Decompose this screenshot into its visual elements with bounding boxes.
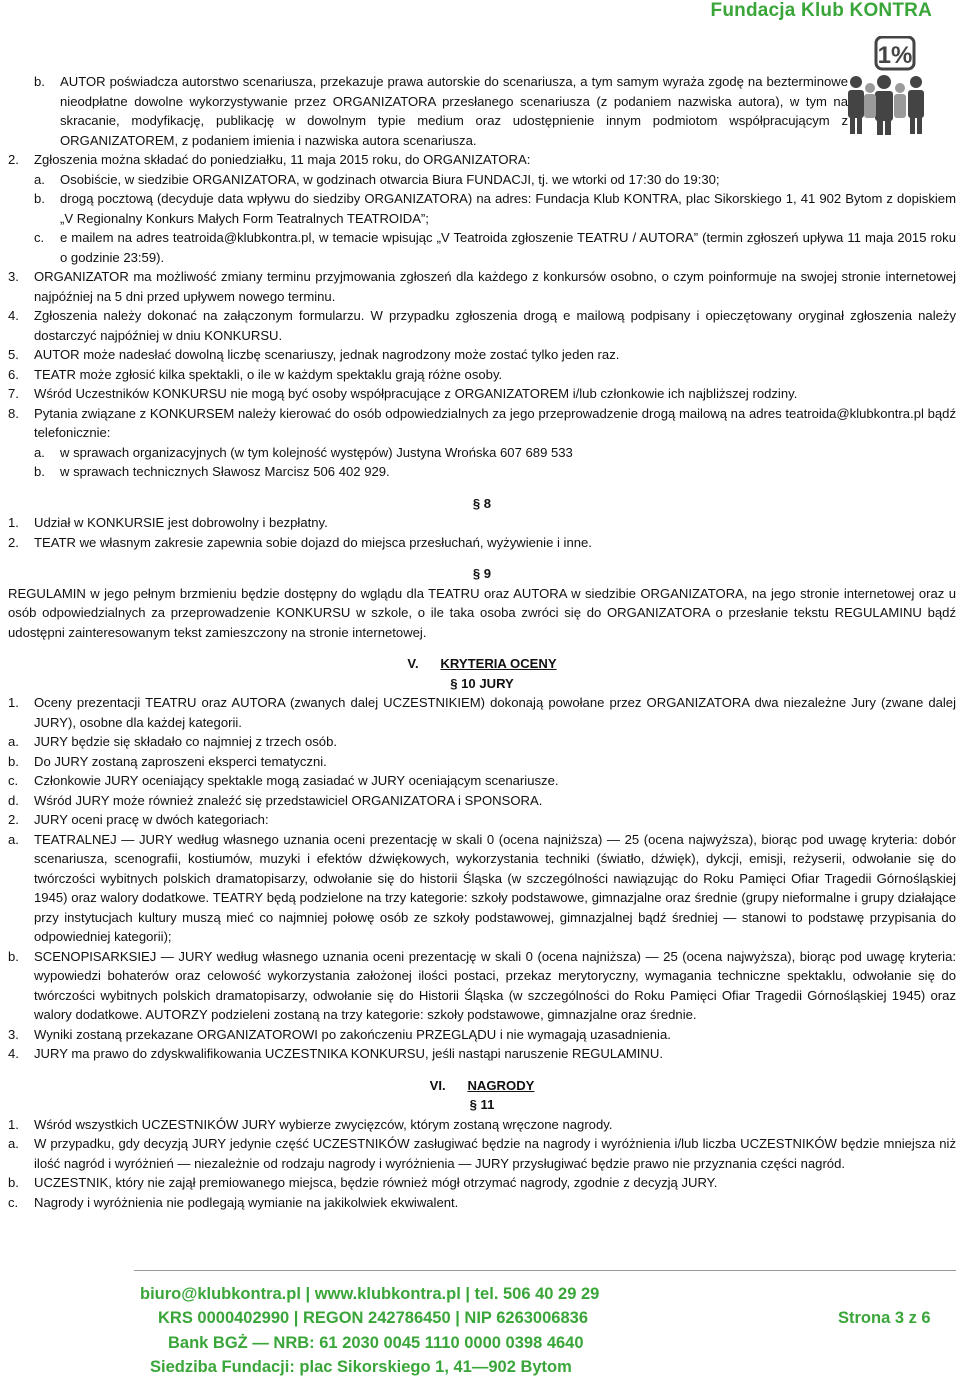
logo-text: 1% — [877, 42, 913, 69]
list-item: 1. Wśród wszystkich UCZESTNIKÓW JURY wybierze zwycięzców, którym zostaną wręczone nagrody. — [8, 1116, 613, 1132]
list-item: b. AUTOR poświadcza autorstwo scenariusza, przekazuje prawa autorskie do scenariusza, a tym samym wyraża zgodę na bezterminowe nieodpłatne dowolne wykorzystywanie przez ORGANIZATORA przesłanego scenariusza (z podaniem nazwiska autora), w tym na skracanie, modyfikację, publikację w dowolnym typie medium oraz udostępnienie innym podmiotom współpracującym z ORGANIZATOREM, z podaniem imienia i nazwiska autora scenariusza. — [34, 74, 848, 148]
list-item: b. UCZESTNIK, który nie zajął premiowanego miejsca, będzie również mógł otrzymać nagrody, zgodnie z decyzją JURY. — [8, 1175, 718, 1190]
list-item: 3. ORGANIZATOR ma możliwość zmiany terminu przyjmowania zgłoszeń dla każdego z konkursów osobno, o czym poinformuje na swojej stronie internetowej najpóźniej na 5 dni przed upływem nowego terminu. — [8, 269, 956, 304]
document-body — [8, 72, 956, 1212]
list-item: 4. Zgłoszenia należy dokonać na załączonym formularzu. W przypadku zgłoszenia drogą e mailową podpisany i opieczętowany oryginał zgłoszenia należy dostarczyć najpóźniej w dniu KONKURSU. — [8, 308, 956, 343]
section-heading-9: § 9 — [472, 566, 492, 581]
list-item: c. Nagrody i wyróżnienia nie podlegają wymianie na jakikolwiek ekwiwalent. — [8, 1194, 459, 1210]
list-item: a. w sprawach organizacyjnych (w tym kolejność występów) Justyna Wrońska 607 689 533 — [34, 444, 573, 460]
list-item: 2. TEATR we własnym zakresie zapewnia sobie dojazd do miejsca przesłuchań, wyżywienie i inne. — [8, 534, 592, 550]
section-heading-11: § 11 — [469, 1097, 495, 1112]
list-item: a. TEATRALNEJ — JURY według własnego uznania oceni prezentację w skali 0 (ocena najniższa) — 25 (ocena najwyższa), biorąc pod uwagę kryteria: dobór scenariusza, scenografii, kostiumów, muzyki i efektów dźwiękowych, wykorzystania techniki (światło, dźwięk), dykcji, emisji, reżyserii, odwołanie się do twórczości wybitnych polskich dramatopisarzy, odwołanie się do historii Śląska (w szczególności nawiązując do Roku Pamięci Ofiar Tragedii Górnośląskiej 1945) oraz walory dodatkowe. TEATRY będą podzielone na trzy kategorie: szkoły podstawowe, gimnazjalne oraz średnie (grupy nieformalne i grupy działające przy instytucjach kultury muszą mieć co najmniej połowę osób ze szkoły podstawowej, gimnazjalnej bądź średniej — stanowi to podstawę przypisania do odpowiedniej kategorii); — [8, 831, 956, 944]
list-item: a. Osobiście, w siedzibie ORGANIZATORA, w godzinach otwarcia Biura FUNDACJI, tj. we wtorki od 17:30 do 19:30; — [34, 171, 720, 187]
list-item: b. SCENOPISARKSIEJ — JURY według własnego uznania oceni prezentację w skali 0 (ocena najniższa) — 25 (ocena najwyższa), biorąc pod uwagę kryteria: wypowiedzi bohaterów oraz celowość wykorzystania założonej ilości postaci, przekaz merytoryczny, wymagania techniczne spektaklu, odwołanie się do twórczości wybitnych polskich dramatopisarzy, odwołanie się do Historii Śląska (w szczególności do Roku Pamięci Ofiar Tragedii Górnośląskiej 1945) oraz walory dodatkowe. AUTORZY podzieleni zostaną na trzy kategorie: szkoły podstawowe, gimnazjalne oraz średnie. — [8, 948, 956, 1022]
list-item: 2. JURY oceni pracę w dwóch kategoriach: — [8, 812, 269, 827]
list-item: 2. Zgłoszenia można składać do poniedziałku, 11 maja 2015 roku, do ORGANIZATORA: — [8, 152, 531, 167]
list-item: c. Członkowie JURY oceniający spektakle mogą zasiadać w JURY oceniającym scenariusze. — [8, 773, 559, 788]
chapter-heading-vi: VI. NAGRODY — [429, 1077, 535, 1093]
list-item: b. w sprawach technicznych Sławosz Marcisz 506 402 929. — [34, 464, 390, 479]
list-item: 5. AUTOR może nadesłać dowolną liczbę scenariuszy, jednak nagrodzony może zostać tylko jeden raz. — [8, 347, 620, 362]
list-item: 8. Pytania związane z KONKURSEM należy kierować do osób odpowiedzialnych za jego przeprowadzenie drogą mailową na adres teatroida@klubkontra.pl bądź telefonicznie: — [8, 405, 956, 440]
list-item: 3. Wyniki zostaną przekazane ORGANIZATOROWI po zakończeniu PRZEGLĄDU i nie wymagają uzasadnienia. — [8, 1026, 671, 1042]
list-item: a. W przypadku, gdy decyzją JURY jedynie część UCZESTNIKÓW zasługiwać będzie na nagrody i wyróżnienia i/lub liczba UCZESTNIKÓW będzie mniejsza niż ilość nagród i wyróżnień — niezależnie od rodzaju nagrody i wyróżnienia — JURY przysługiwać będzie prawo nie przyznania części nagród. — [8, 1136, 956, 1171]
footer-contact: biuro@klubkontra.pl | www.klubkontra.pl | tel. 506 40 29 29 — [140, 1285, 600, 1303]
footer-bank: Bank BGŻ — NRB: 61 2030 0045 1110 0000 0398 4640 — [168, 1334, 584, 1352]
list-item: 1. Udział w KONKURSIE jest dobrowolny i bezpłatny. — [8, 515, 328, 530]
header-org-name: Fundacja Klub KONTRA — [710, 0, 932, 21]
chapter-heading-v: V. KRYTERIA OCENY — [407, 656, 557, 671]
paragraph: REGULAMIN w jego pełnym brzmieniu będzie dostępny do wglądu dla TEATRU oraz AUTORA w siedzibie ORGANIZATORA, na jego stronie internetowej oraz u osób odpowiedzialnych za przeprowadzenie KONKURSU w szkole, o ile taka osoba zwróci się do ORGANIZATORA o przesłanie tekstu REGULAMINU bądź udostępni zainteresowanym tekst zamieszczony na stronie internetowej. — [8, 585, 956, 640]
footer-divider — [134, 1270, 956, 1271]
list-item: 1. Oceny prezentacji TEATRU oraz AUTORA (zwanych dalej UCZESTNIKIEM) dokonają powołane przez ORGANIZATORA dwa niezależne Jury (zwane dalej JURY), osobne dla każdej kategorii. — [8, 695, 956, 730]
list-item: 7. Wśród Uczestników KONKURSU nie mogą być osoby współpracujące z ORGANIZATOREM i/lub członkowie ich najbliższej rodziny. — [8, 386, 798, 401]
footer-address: Siedziba Fundacji: plac Sikorskiego 1, 41—902 Bytom — [150, 1358, 572, 1376]
page-number: Strona 3 z 6 — [838, 1309, 931, 1327]
footer-registry: KRS 0000402990 | REGON 242786450 | NIP 6263006836 Strona 3 z 6 — [158, 1309, 931, 1327]
list-item: a. JURY będzie się składało co najmniej z trzech osób. — [8, 734, 338, 749]
section-heading-10: § 10 JURY — [450, 675, 514, 691]
list-item: d. Wśród JURY może również znaleźć się przedstawiciel ORGANIZATORA i SPONSORA. — [8, 792, 543, 808]
section-heading-8: § 8 — [472, 495, 492, 511]
list-item: b. Do JURY zostaną zaproszeni eksperci tematyczni. — [8, 753, 327, 769]
list-item: 4. JURY ma prawo do zdyskwalifikowania UCZESTNIKA KONKURSU, jeśli nastąpi naruszenie REGULAMINU. — [8, 1046, 663, 1061]
list-item: b. drogą pocztową (decyduje data wpływu do siedziby ORGANIZATORA) na adres: Fundacja Klub KONTRA, plac Sikorskiego 1, 41 902 Bytom z dopiskiem „V Regionalny Konkurs Małych Form Teatralnych TEATROIDA”; — [34, 191, 956, 226]
list-item: 6. TEATR może zgłosić kilka spektakli, o ile w każdym spektaklu grają różne osoby. — [8, 366, 503, 382]
list-item: c. e mailem na adres teatroida@klubkontra.pl, w temacie wpisując „V Teatroida zgłoszenie TEATRU / AUTORA” (termin zgłoszeń upływa 11 maja 2015 roku o godzinie 23:59). — [34, 230, 956, 265]
